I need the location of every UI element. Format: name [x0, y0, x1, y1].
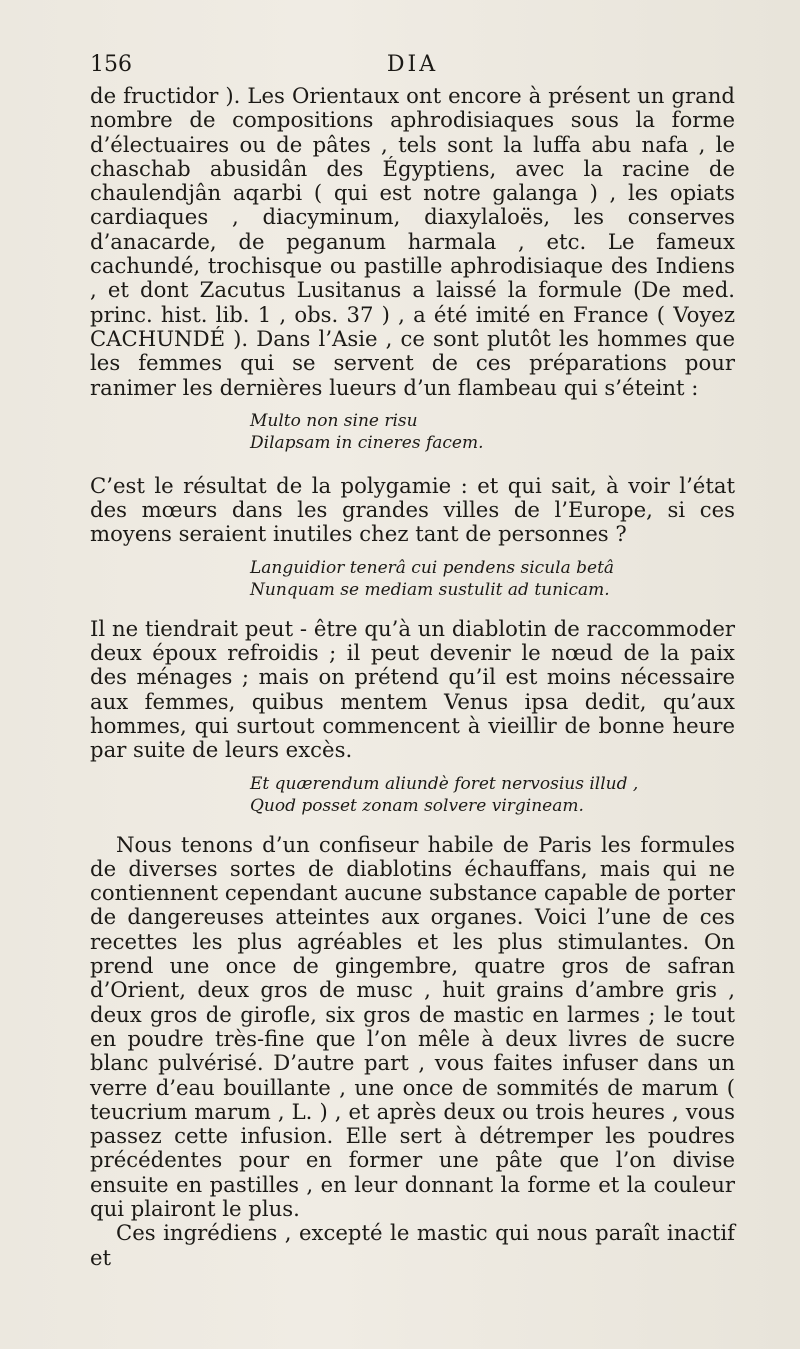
verse-line: Et quærendum aliundè foret nervosius illud ,: [250, 773, 639, 794]
verse-quote: [90, 410, 735, 454]
verse-line: Multo non sine risu: [250, 410, 418, 431]
verse-quote: [90, 773, 735, 817]
verse-line: Nunquam se mediam sustulit ad tunicam.: [250, 579, 610, 600]
page-number: 156: [90, 52, 132, 77]
page-header: [90, 52, 735, 82]
verse-quote: [90, 557, 735, 601]
verse-line: Languidior tenerâ cui pendens sicula betâ: [250, 557, 615, 578]
paragraph: de fructidor ). Les Orientaux ont encore à présent un grand nombre de compositions aphrodisiaques sous la forme d’électuaires ou de pâtes , tels sont la luffa abu nafa , le chaschab abusidân des Égyptiens, avec la racine de chaulendjân aqarbi ( qui est notre galanga ) , les opiats cardiaques , diacyminum, diaxylaloës, les conserves d’anacarde, de peganum harmala , etc. Le fameux cachundé, trochisque ou pastille aphrodisiaque des Indiens , et dont Zacutus Lusitanus a laissé la formule (De med. princ. hist. lib. 1 , obs. 37 ) , a été imité en France ( Voyez CACHUNDÉ ). Dans l’Asie , ce sont plutôt les hommes que les femmes qui se servent de ces préparations pour ranimer les dernières lueurs d’un flambeau qui s’éteint :: [90, 83, 735, 400]
paragraph: C’est le résultat de la polygamie : et qui sait, à voir l’état des mœurs dans les grandes villes de l’Europe, si ces moyens seraient inutiles chez tant de personnes ?: [90, 472, 735, 547]
paragraph: Ces ingrédiens , excepté le mastic qui nous paraît inactif et: [90, 1220, 735, 1270]
paragraph: Il ne tiendrait peut - être qu’à un diablotin de raccommoder deux époux refroidis ; il peut devenir le nœud de la paix des ménages ; mais on prétend qu’il est moins nécessaire aux femmes, quibus mentem Venus ipsa dedit, qu’aux hommes, qui surtout commencent à vieillir de bonne heure par suite de leurs excès.: [90, 615, 735, 763]
verse-line: Dilapsam in cineres facem.: [250, 432, 484, 453]
running-head: DIA: [386, 52, 439, 77]
page-body: [90, 84, 735, 1270]
paragraph: Nous tenons d’un confiseur habile de Paris les formules de diverses sortes de diablotins échauffans, mais qui ne contiennent cependant aucune substance capable de porter de dangereuses atteintes aux organes. Voici l’une de ces recettes les plus agréables et les plus stimulantes. On prend une once de gingembre, quatre gros de safran d’Orient, deux gros de musc , huit grains d’ambre gris , deux gros de girofle, six gros de mastic en larmes ; le tout en poudre très-fine que l’on mêle à deux livres de sucre blanc pulvérisé. D’autre part , vous faites infuser dans un verre d’eau bouillante , une once de sommités de marum ( teucrium marum , L. ) , et après deux ou trois heures , vous passez cette infusion. Elle sert à détremper les poudres précédentes pour en former une pâte que l’on divise ensuite en pastilles , en leur donnant la forme et la couleur qui plairont le plus.: [90, 831, 735, 1221]
verse-line: Quod posset zonam solvere virgineam.: [250, 795, 584, 816]
